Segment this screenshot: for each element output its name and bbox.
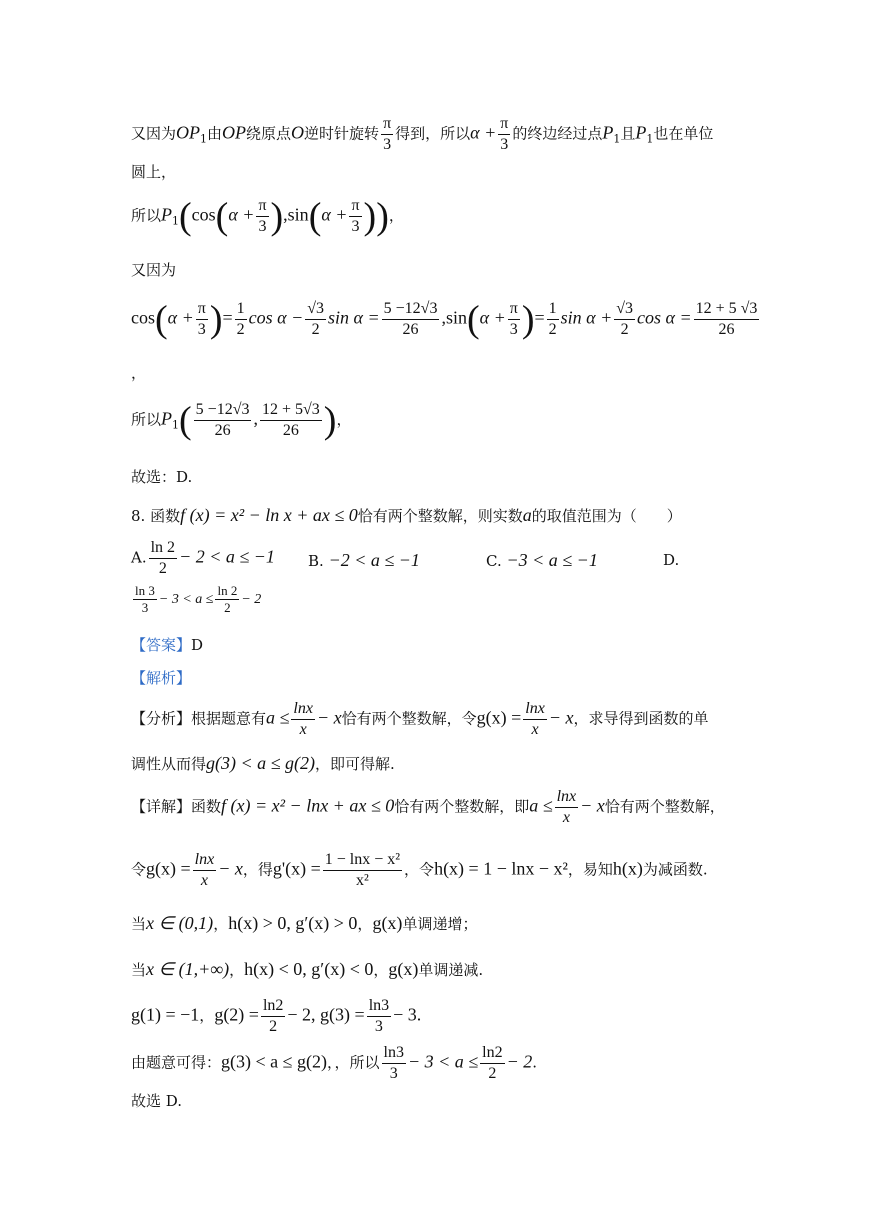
fraction: $\frac{\pi}{3}$ [258,197,267,235]
text: 由 [207,124,223,143]
option-d-content: $\frac{\ln 3}{3}$ − 3 < a ≤ $\frac{\ln 2}{2}$ − 2 [135,583,262,615]
math: OP [176,122,201,143]
fraction: $\frac{\pi}{3}$ [351,197,360,235]
text-line: ， [131,364,147,382]
text: 逆时针旋转 [304,124,380,143]
equation-line: cos(α + $\frac{\pi}{3}$ )= $\frac{1}{2}$ cos α − $\frac{√3}{2}$ sin α = $\frac{5 -12√3}{26}$ ,sin(α + $\frac{\pi}{3}$ )= $\frac{1}{2}$ sin α + $\frac{√3}{2}$ cos α = $\frac{12 + 5 √3}{26}$ [131,298,758,341]
fraction: $\frac{\pi}{3}$ [500,115,509,153]
text: 又因为 [131,124,177,143]
option-d: D. [663,551,680,569]
text: 且 [620,124,636,143]
math: O [291,122,305,143]
case-decrease: 当x ∈ (1,+∞)，h(x) < 0, g′(x) < 0，g(x)单调递减. [131,959,484,979]
result-line: 由题意可得：g(3) < a ≤ g(2)，，所以 $\frac{\ln 3}{3}$ − 3 < a ≤ $\frac{\ln 2}{2}$ − 2. [131,1044,538,1082]
fenxi-line-2: 调性从而得g(3) < a ≤ g(2)，即可得解. [131,753,395,773]
text: 也在单位 [653,124,714,143]
question-8: 8. 函数f (x) = x² − ln x + ax ≤ 0恰有两个整数解，则实数a的取值范围为（ ） [131,505,682,525]
option-a: A. $\frac{\ln 2}{2}$ − 2 < a ≤ −1 [131,539,275,577]
final-line: 故选 D. [131,1092,183,1110]
ling-line: 令g(x) = $\frac{\ln x}{x}$ − x，得g'(x) = $\frac{\text{1 − lnx − x²}}{\text{x²}}$ ，令h(x) = 1 − lnx − x²，易知h(x)为减函数. [131,851,708,889]
text-line: 所以$P_1$( $\frac{5 -12√3}{26}$ , $\frac{12 + 5√3}{26}$ )， [131,399,352,442]
math: OP [222,122,247,143]
math: P [602,122,614,143]
text-line: 又因为$OP_1$由OP绕原点O逆时针旋转 $\frac{\pi}{3}$ 得到，所以α + $\frac{\pi}{3}$ 的终边经过点$P_1$且$P_1$也在单位 [131,115,714,153]
math: α + [470,122,497,143]
option-c: C. −3 < a ≤ −1 [486,550,598,570]
text-line: 又因为 [131,261,177,279]
option-b: B. −2 < a ≤ −1 [308,550,420,570]
text: 得到，所以 [395,124,471,143]
fenxi-line: 【分析】根据题意有a ≤ $\frac{\ln x}{x}$ − x恰有两个整数解，令g(x) = $\frac{\ln x}{x}$ − x，求导得到函数的单 [131,700,709,738]
subscript: 1 [200,132,208,146]
text: 的终边经过点 [512,124,603,143]
answer-tag: 【答案】 [131,636,192,654]
fraction: $\frac{\pi}{3}$ [383,115,392,153]
text-line: 故选：D. [131,468,193,486]
xiangjie-line: 【详解】函数f (x) = x² − lnx + ax ≤ 0恰有两个整数解，即a ≤ $\frac{\ln x}{x}$ − x恰有两个整数解， [131,788,725,826]
text-line: 圆上， [131,163,177,181]
analysis-tag: 【解析】 [131,669,192,687]
text-line: 所以$P_1(\cos(\alpha$ + $\frac{\pi}{3}$ ),sin(α + $\frac{\pi}{3}$ ))， [131,195,404,238]
g-values: g(1) = −1，g(2) = $\frac{\ln 2}{2}$ − 2, g(3) = $\frac{\ln 3}{3}$ − 3. [131,997,422,1035]
answer-line: 【答案】D [131,636,204,654]
case-increase: 当x ∈ (0,1)，h(x) > 0, g′(x) > 0，g(x)单调递增； [131,913,478,933]
text: 绕原点 [246,124,292,143]
